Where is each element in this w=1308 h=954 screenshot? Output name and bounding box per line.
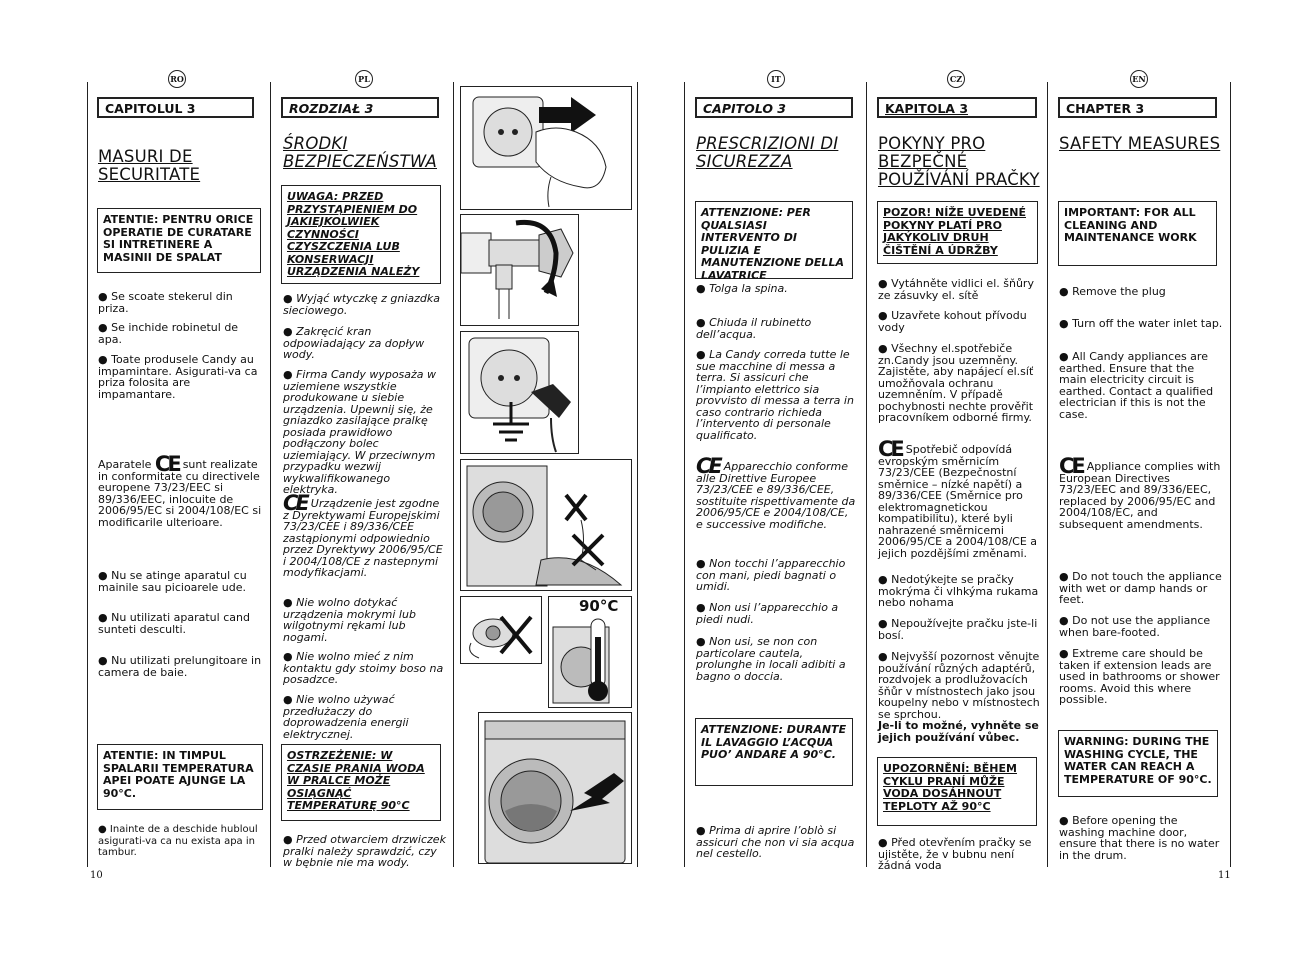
attention-box-ro: ATENTIE: PENTRU ORICE OPERATIE DE CURATARE SI INTRETINERE A MASINII DE SPALAT (97, 208, 261, 273)
bullet-tap-ro: ● Se inchide robinetul de apa. (98, 321, 239, 346)
ce-mark-icon: CE (154, 452, 179, 476)
bullet-extension-ro: ● Nu utilizati prelungitoare in camera de baie. (98, 654, 262, 679)
lang-badge-en: EN (1130, 70, 1148, 88)
section-title-pl: ŚRODKI BEZPIECZEŃSTWA (283, 134, 438, 171)
ce-compliance-ro: Aparatele CE sunt realizate in conformitate cu directivele europene 73/23/EEC si 89/336/EEC, inlocuite de 2006/95/EC si 2004/108/EC si modificarile ulterioare. (98, 452, 262, 529)
bullet-extension-en: ● Extreme care should be taken if extension leads are used in bathrooms or shower rooms. Avoid this where possible. (1059, 647, 1220, 706)
ce-mark-icon: CE (283, 491, 307, 515)
ce-mark-icon: CE (1059, 454, 1083, 478)
bullet-extension-pl: ● Nie wolno używać przedłużaczy do doprowadzenia energii elektrycznej. (283, 693, 409, 741)
bullet-unplug-it: ● Tolga la spina. (696, 282, 788, 295)
bullet-door-cz: ● Před otevřením pračky se ujistěte, že v bubnu není žádná voda (878, 836, 1032, 872)
extension-lead-icon (460, 596, 542, 664)
warning-box-it: ATTENZIONE: DURANTE IL LAVAGGIO L’ACQUA PUO’ ANDARE A 90°C. (695, 718, 853, 786)
earthed-socket-icon (460, 331, 579, 454)
bullet-unplug-ro: ● Se scoate stekerul din priza. (98, 290, 233, 315)
bullet-earth-pl: ● Firma Candy wyposaża w uziemiene wszystkie produkowane u siebie urządzenia. Upewnij się, że gniazdko zasilające pralkę posiada prawidłowo podłączony bolec uziemiający. W przeciwnym przypadku wezwij wykwalifikowanego elektryka. (283, 368, 437, 496)
chapter-heading-it: CAPITOLO 3 (695, 97, 853, 118)
ce-compliance-it: CE Apparecchio conforme alle Direttive Europee 73/23/CEE e 89/336/CEE, sostituite rispettivamente da 2006/95/CE e 2004/108/CE, e successive modifiche. (696, 454, 856, 531)
bullet-wet-pl: ● Nie wolno dotykać urządzenia mokrymi lub wilgotnymi rękami lub nogami. (283, 596, 416, 644)
bullet-barefoot-pl: ● Nie wolno mieć z nim kontaktu gdy stoimy boso na posadzce. (283, 650, 444, 686)
bullet-earth-cz: ● Všechny el.spotřebiče zn.Candy jsou uzemněny. Zajistěte, aby napájecí el.síť umožňovala ochranu uzemněním. V případě pochybnosti nechte prověřit pracovníkem odborné firmy. (878, 342, 1034, 424)
lang-badge-cz: CZ (947, 70, 965, 88)
chapter-heading-ro: CAPITOLUL 3 (97, 97, 254, 118)
section-title-ro: MASURI DE SECURITATE (98, 147, 201, 184)
lang-badge-ro: RO (168, 70, 186, 88)
thermometer-icon (548, 596, 632, 708)
bullet-earth-it: ● La Candy correda tutte le sue macchine di messa a terra. Si assicuri che l’impianto elettrico sia provvisto di messa a terra in caso contrario richieda l’intervento di personale qualificato. (696, 348, 854, 442)
warning-box-en: WARNING: DURING THE WASHING CYCLE, THE WATER CAN REACH A TEMPERATURE OF 90°C. (1058, 730, 1218, 797)
warning-box-cz: UPOZORNĚNÍ: BĚHEM CYKLU PRANÍ MŮŽE VODA DOSÁHNOUT TEPLOTY AŽ 90°C (877, 757, 1037, 826)
ce-compliance-cz: CE Spotřebič odpovídá evropským směrnicím 73/23/CEE (Bezpečnostní směrnice – nízké napětí) a 89/336/CEE (Směrnice pro elektromagnetickou kompatibilitu), které byli nahrazené směrnicemi 2006/95/CE a 2004/108/CE a jejich pozdějšími změnami. (878, 437, 1038, 560)
section-title-it: PRESCRIZIONI DI SICUREZZA (696, 134, 839, 171)
attention-box-en: IMPORTANT: FOR ALL CLEANING AND MAINTENANCE WORK (1058, 201, 1217, 266)
attention-box-pl: UWAGA: PRZED PRZYSTĄPIENIEM DO JAKIEJKOLWIEK CZYNNOŚCI CZYSZCZENIA LUB KONSERWACJI URZĄDZENIA NALEŻY (281, 185, 441, 284)
bullet-unplug-pl: ● Wyjąć wtyczkę z gniazdka sieciowego. (283, 292, 440, 317)
bullet-barefoot-it: ● Non usi l’apparecchio a piedi nudi. (696, 601, 839, 626)
chapter-heading-cz: KAPITOLA 3 (877, 97, 1037, 118)
bullet-tap-it: ● Chiuda il rubinetto dell’acqua. (696, 316, 812, 341)
bullet-earth-ro: ● Toate produsele Candy au impamintare. Asigurati-va ca priza folosita are impamantare. (98, 353, 258, 401)
lang-badge-it: IT (767, 70, 785, 88)
bullet-extension-it: ● Non usi, se non con particolare cautela, prolunghe in locali adibiti a bagno o doccia. (696, 635, 846, 683)
lang-badge-pl: PL (355, 70, 373, 88)
door-drum-icon (478, 712, 632, 864)
temperature-label: 90°C (579, 597, 619, 615)
bullet-wet-ro: ● Nu se atinge aparatul cu mainile sau picioarele ude. (98, 569, 247, 594)
bullet-tap-en: ● Turn off the water inlet tap. (1059, 317, 1223, 330)
warning-box-ro: ATENTIE: IN TIMPUL SPALARII TEMPERATURA APEI POATE AJUNGE LA 90°C. (97, 744, 263, 810)
attention-box-it: ATTENZIONE: PER QUALSIASI INTERVENTO DI PULIZIA E MANUTENZIONE DELLA LAVATRICE (695, 201, 853, 279)
bullet-door-ro: ● Inainte de a deschide hubloul asigurati-va ca nu exista apa in tambur. (98, 824, 258, 858)
bullet-door-it: ● Prima di aprire l’oblò si assicuri che non vi sia acqua nel cestello. (696, 824, 855, 860)
bullet-barefoot-en: ● Do not use the appliance when bare-footed. (1059, 614, 1211, 639)
bullet-tap-cz: ● Uzavřete kohout přívodu vody (878, 309, 1027, 334)
bullet-wet-it: ● Non tocchi l’apparecchio con mani, piedi bagnati o umidi. (696, 557, 846, 593)
page-number-left: 10 (90, 870, 103, 881)
section-title-en: SAFETY MEASURES (1059, 134, 1221, 153)
ce-compliance-pl: CE Urządzenie jest zgodne z Dyrektywami Europejskimi 73/23/CEE i 89/336/CEE zastąpionymi odpowiednio przez Dyrektywy 2006/95/CE i 2004/108/CE z nastepnymi modyfikacjami. (283, 491, 443, 579)
bullet-unplug-cz: ● Vytáhněte vidlici el. šňůry ze zásuvky el. sítě (878, 277, 1034, 302)
chapter-heading-en: CHAPTER 3 (1058, 97, 1217, 118)
warning-box-pl: OSTRZEŻENIE: W CZASIE PRANIA WODA W PRALCE MOŻE OSIĄGNĄĆ TEMPERATURĘ 90°C (281, 744, 441, 821)
bullet-door-en: ● Before opening the washing machine door, ensure that there is no water in the drum. (1059, 814, 1220, 862)
unplug-icon (460, 86, 632, 210)
bullet-extension-cz: ● Nejvyšší pozornost věnujte používání různých adaptérů, rozdvojek a prodlužovacích šňůr v místnostech jako jsou koupelny nebo v místnostech se sprchou. Je-li to možné, vyhněte se jejich používání vůbec. (878, 650, 1040, 744)
tap-icon (460, 214, 579, 326)
ce-mark-icon: CE (696, 454, 720, 478)
bullet-unplug-en: ● Remove the plug (1059, 285, 1166, 298)
bullet-wet-en: ● Do not touch the appliance with wet or damp hands or feet. (1059, 570, 1222, 606)
bullet-wet-cz: ● Nedotýkejte se pračky mokrýma či vlhkýma rukama nebo nohama (878, 573, 1039, 609)
ce-mark-icon: CE (878, 437, 902, 461)
wet-hands-icon (460, 459, 632, 591)
bullet-door-pl: ● Przed otwarciem drzwiczek pralki należy sprawdzić, czy w bębnie nie ma wody. (283, 833, 446, 869)
bullet-earth-en: ● All Candy appliances are earthed. Ensure that the main electricity circuit is earthed. Contact a qualified electrician if this is not the case. (1059, 350, 1214, 421)
bullet-barefoot-cz: ● Nepoužívejte pračku jste-li bosí. (878, 617, 1038, 642)
chapter-heading-pl: ROZDZIAŁ 3 (281, 97, 439, 118)
attention-box-cz: POZOR! NÍŽE UVEDENÉ POKYNY PLATÍ PRO JAKÝKOLIV DRUH ČIŠTĚNÍ A ÚDRŽBY (877, 201, 1038, 264)
page-number-right: 11 (1218, 870, 1231, 881)
ce-compliance-en: CE Appliance complies with European Directives 73/23/EEC and 89/336/EEC, replaced by 2006/95/EC and 2004/108/EC, and subsequent amendments. (1059, 454, 1221, 531)
bullet-barefoot-ro: ● Nu utilizati aparatul cand sunteti desculti. (98, 611, 250, 636)
bullet-tap-pl: ● Zakręcić kran odpowiadający za dopływ wody. (283, 325, 425, 361)
section-title-cz: POKYNY PRO BEZPEČNÉ POUŽÍVÁNÍ PRAČKY (878, 134, 1040, 189)
